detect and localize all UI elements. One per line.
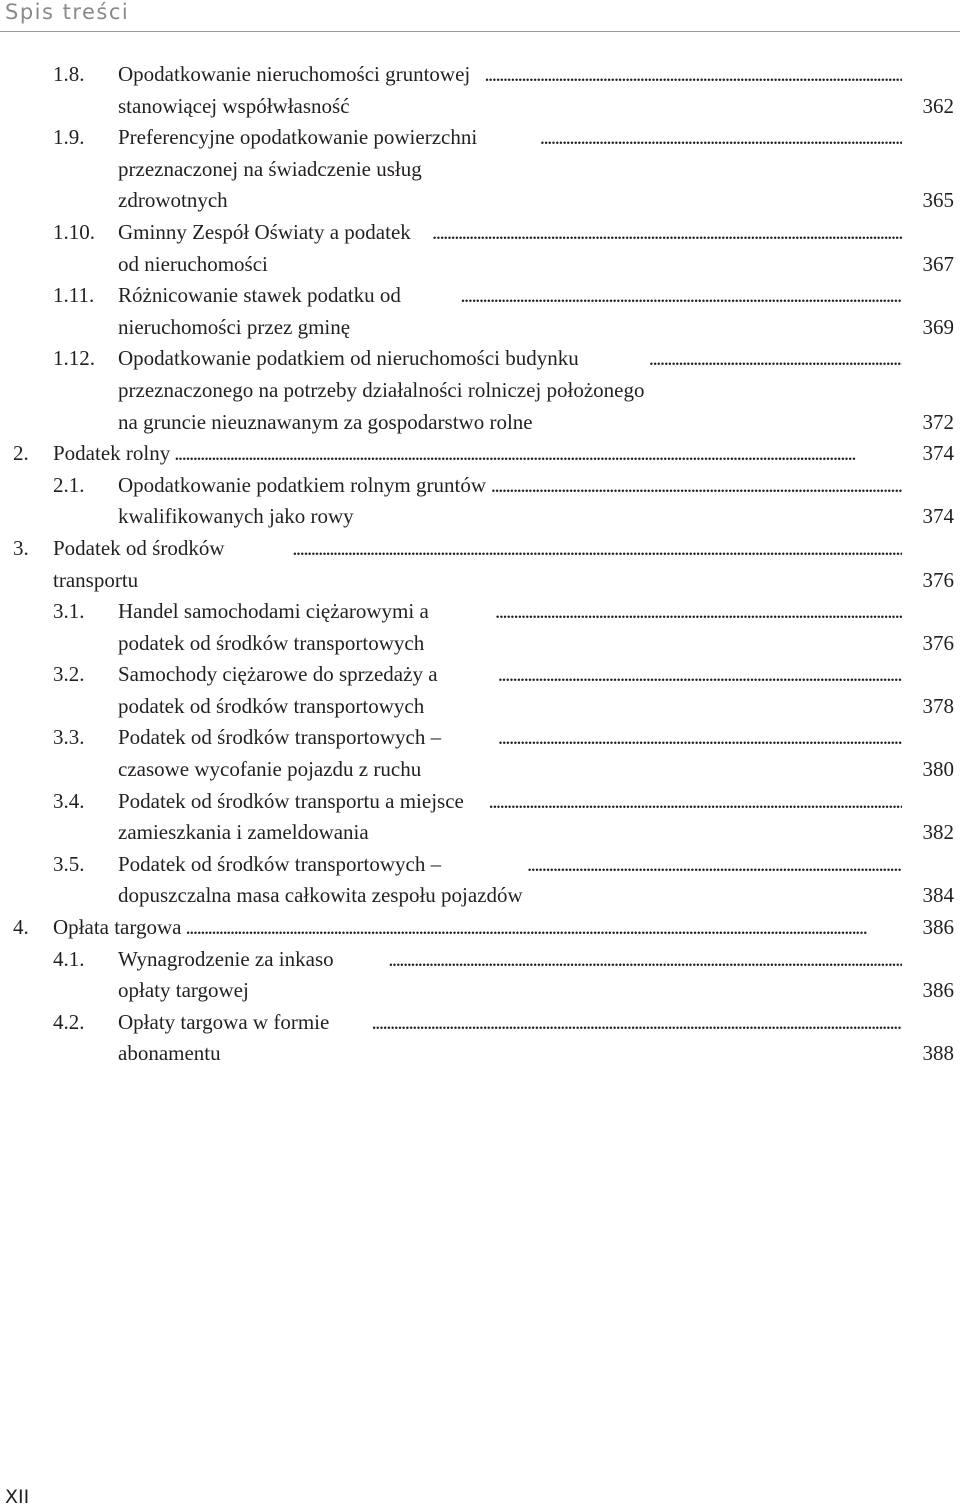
- toc-leader-dots: [460, 280, 902, 312]
- toc-leader-dots: [174, 438, 902, 470]
- toc-entry[interactable]: [0, 280, 960, 343]
- toc-entry-page: 372: [922, 409, 954, 434]
- toc-entry[interactable]: [0, 533, 960, 596]
- toc-entry-title: Wynagrodzenie za inkaso opłaty targowej: [118, 946, 334, 1003]
- toc-entry-page: 388: [922, 1041, 954, 1066]
- toc-entry-page: 374: [922, 441, 954, 466]
- toc-entry-title: Podatek od środków transportowych – dopuszczalna masa całkowita zespołu pojazdów: [118, 851, 523, 908]
- toc-entry-number: 3.: [13, 535, 29, 560]
- toc-leader-dots: [498, 722, 902, 754]
- toc-entry-page: 374: [922, 504, 954, 529]
- toc-entry-number: 4.: [13, 915, 29, 940]
- toc-leader-dots: [371, 1007, 902, 1039]
- header-rule: [0, 31, 960, 32]
- toc-entry-page: 376: [922, 630, 954, 655]
- toc-entry-page: 369: [922, 314, 954, 339]
- toc-entry-title: Samochody ciężarowe do sprzedaży a podatek od środków transportowych: [118, 662, 438, 718]
- toc-entry-number: 3.1.: [53, 599, 85, 624]
- toc-leader-dots: [491, 470, 902, 502]
- toc-entry-title: Handel samochodami ciężarowymi a podatek od środków transportowych: [118, 599, 429, 655]
- toc-leader-dots: [185, 912, 902, 944]
- toc-entry-page: 376: [922, 567, 954, 592]
- toc-leader-dots: [495, 596, 902, 628]
- toc-entry-number: 2.: [13, 441, 29, 466]
- toc-entry[interactable]: [0, 470, 960, 533]
- toc-entry-number: 1.8.: [53, 62, 85, 86]
- toc-leader-dots: [527, 849, 902, 881]
- toc-leader-dots: [484, 59, 902, 91]
- toc-entry[interactable]: [0, 59, 960, 122]
- toc-leader-dots: [649, 343, 902, 375]
- page-folio: XII: [5, 1486, 30, 1508]
- toc-entry[interactable]: [0, 1007, 960, 1070]
- toc-entry-title: Opodatkowanie podatkiem rolnym gruntów kwalifikowanych jako rowy: [118, 472, 487, 529]
- toc-entry-page: 384: [922, 883, 954, 908]
- toc-entry-number: 3.5.: [53, 851, 85, 876]
- toc-entry[interactable]: [0, 217, 960, 280]
- toc-entry-title: Opłata targowa: [53, 915, 182, 940]
- toc-entry-title: Różnicowanie stawek podatku od nieruchomości przez gminę: [118, 283, 401, 339]
- toc-entry-number: 3.4.: [53, 788, 85, 813]
- toc-entry-page: 365: [922, 188, 954, 213]
- toc-entry-title: Preferencyjne opodatkowanie powierzchni przeznaczonej na świadczenie usług zdrowotnych: [118, 125, 478, 213]
- toc-leader-dots: [292, 533, 902, 565]
- toc-entry-title: Podatek rolny: [53, 441, 171, 466]
- toc-entry-number: 3.2.: [53, 662, 85, 687]
- toc-entry-page: 362: [922, 93, 954, 118]
- toc-entry[interactable]: [0, 659, 960, 722]
- toc-entry-number: 4.1.: [53, 946, 85, 971]
- toc-leader-dots: [489, 786, 902, 818]
- toc-entry[interactable]: [0, 786, 960, 849]
- toc-entry-number: 1.11.: [53, 283, 95, 308]
- toc-entry-number: 1.9.: [53, 125, 85, 150]
- toc-entry[interactable]: [0, 912, 960, 944]
- toc-entry[interactable]: [0, 722, 960, 785]
- toc-entry-title: Podatek od środków transportowych – czasowe wycofanie pojazdu z ruchu: [118, 725, 442, 782]
- toc-entry-number: 1.12.: [53, 346, 95, 371]
- toc-entry-title: Opodatkowanie nieruchomości gruntowej stanowiącej współwłasność: [118, 62, 471, 118]
- toc-entry-page: 386: [922, 978, 954, 1003]
- toc-leader-dots: [388, 944, 902, 976]
- toc-entry-number: 3.3.: [53, 725, 85, 750]
- toc-entry-page: 382: [922, 820, 954, 845]
- toc-entry-number: 2.1.: [53, 472, 85, 497]
- toc-entry[interactable]: [0, 944, 960, 1007]
- toc-entry-page: 378: [922, 693, 954, 718]
- toc-entry-number: 4.2.: [53, 1009, 85, 1034]
- toc-entry[interactable]: [0, 122, 960, 217]
- toc-entry-title: Opłaty targowa w formie abonamentu: [118, 1009, 330, 1066]
- toc-entry-page: 380: [922, 757, 954, 782]
- toc-entry-page: 367: [922, 251, 954, 276]
- toc-leader-dots: [498, 659, 902, 691]
- toc-entry[interactable]: [0, 596, 960, 659]
- toc-leader-dots: [540, 122, 902, 154]
- toc-entry-title: Podatek od środków transportu a miejsce zamieszkania i zameldowania: [118, 788, 464, 845]
- toc-entry-title: Opodatkowanie podatkiem od nieruchomości budynku przeznaczonego na potrzeby działalności rolniczej położonego na gruncie nieuznawanym za gospodarstwo rolne: [118, 346, 645, 434]
- toc-entry-title: Gminny Zespół Oświaty a podatek od nieruchomości: [118, 219, 411, 276]
- toc-entry[interactable]: [0, 343, 960, 438]
- toc-entry[interactable]: [0, 849, 960, 912]
- toc-entry-title: Podatek od środków transportu: [53, 535, 225, 592]
- toc-entry-number: 1.10.: [53, 219, 95, 244]
- toc-entry-page: 386: [922, 915, 954, 940]
- toc-entry[interactable]: [0, 438, 960, 470]
- toc-leader-dots: [432, 217, 902, 249]
- table-of-contents: [0, 59, 960, 1070]
- running-head: Spis treści: [5, 0, 130, 24]
